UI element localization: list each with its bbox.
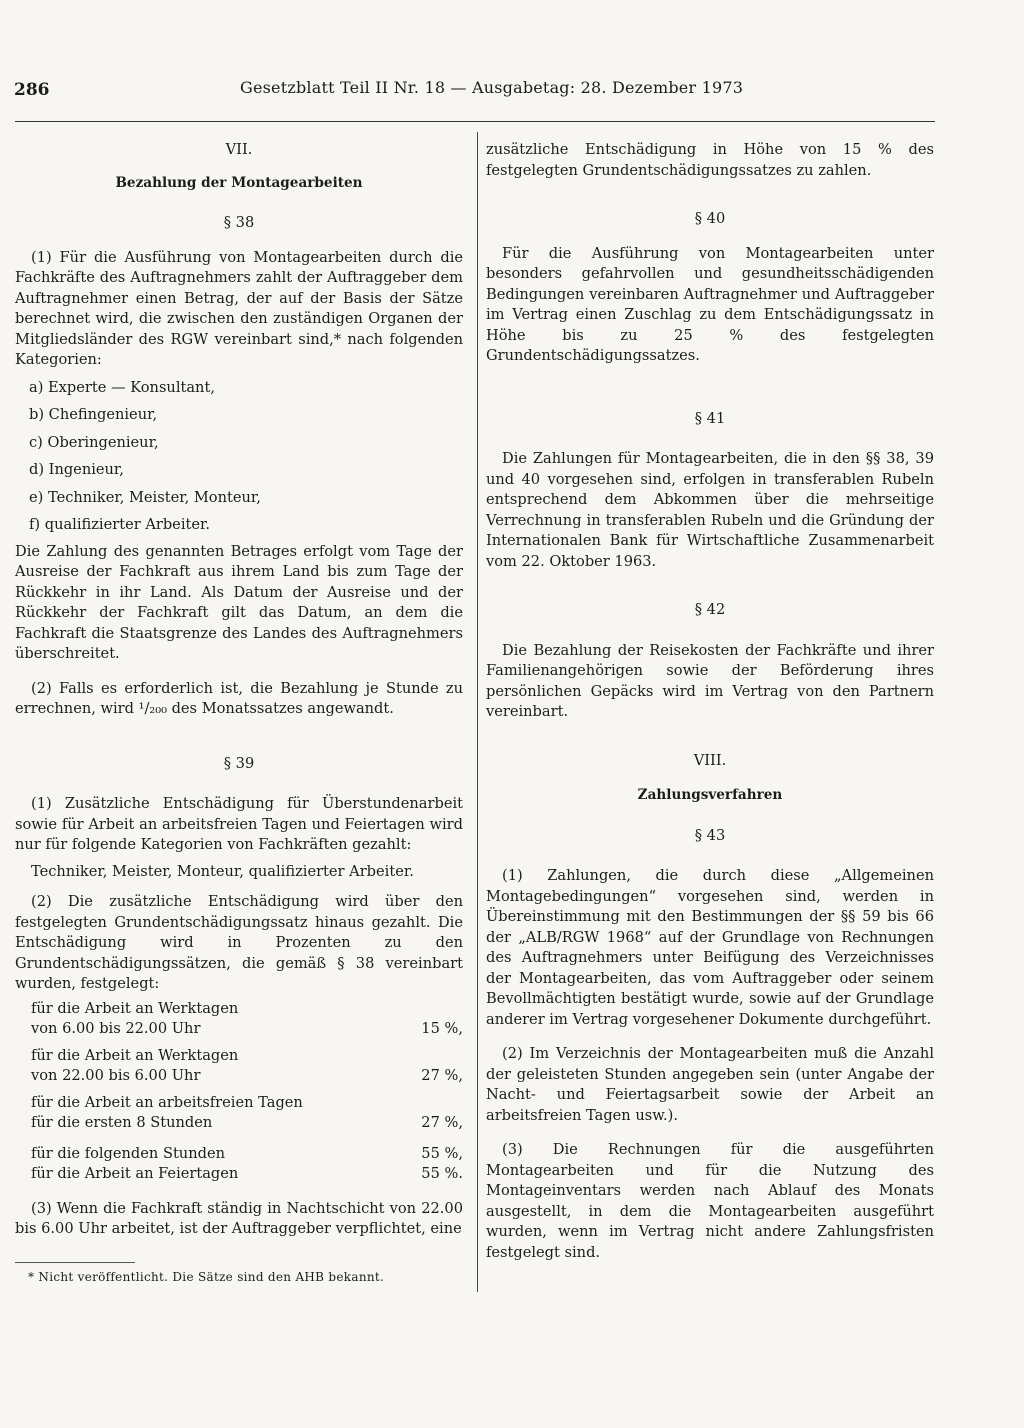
- list-item: d) Ingenieur,: [29, 461, 124, 478]
- rate-label: für die ersten 8 Stunden: [31, 1114, 213, 1131]
- rate-label: von 6.00 bis 22.00 Uhr: [31, 1020, 201, 1037]
- page-header: [12, 78, 962, 102]
- section-title: Bezahlung der Montagearbeiten: [115, 174, 363, 191]
- paragraph-text: (1) Zusätzliche Entschädigung für Überstundenarbeit sowie für Arbeit an arbeitsfreien Tagen und Feiertagen wird nur für folgende Kategorien von Fachkräften gezahlt:: [15, 795, 463, 853]
- paragraph-heading: § 41: [694, 409, 726, 427]
- paragraph-text: Die Zahlung des genannten Betrages erfolgt vom Tage der Ausreise der Fachkraft aus ihrem Land bis zum Tage der Rückkehr in ihr Land. Als Datum der Ausreise und der Rückkehr der Fachkraft gilt das Datum, an dem die Fachkraft die Staatsgrenze des Landes des Auftragnehmers überschreitet.: [15, 542, 463, 662]
- rate-entry: [15, 999, 463, 1040]
- header-title: Gesetzblatt Teil II Nr. 18 — Ausgabetag: 28. Dezember 1973: [240, 78, 744, 97]
- list-item: c) Oberingenieur,: [29, 433, 159, 451]
- paragraph-text: (3) Wenn die Fachkraft ständig in Nachtschicht von 22.00 bis 6.00 Uhr arbeitet, ist der Auftraggeber verpflichtet, eine: [15, 1199, 463, 1237]
- rate-value: 15 %,: [421, 1020, 463, 1037]
- rate-value: 55 %.: [421, 1165, 463, 1182]
- rate-label: für die Arbeit an arbeitsfreien Tagen: [31, 1093, 303, 1111]
- rate-label: von 22.00 bis 6.00 Uhr: [31, 1067, 201, 1084]
- paragraph-text: (1) Für die Ausführung von Montagearbeiten durch die Fachkräfte des Auftragnehmers zahlt der Auftraggeber dem Auftragnehmer einen Betrag, der auf der Basis der Sätze berechnet wird, die zwischen den zuständigen Organen der Mitgliedsländer des RGW vereinbart sind,* nach folgenden Kategorien:: [15, 248, 463, 368]
- paragraph-heading: § 43: [694, 826, 726, 844]
- section-number: VIII.: [693, 751, 727, 769]
- paragraph-heading: § 40: [694, 210, 726, 227]
- rate-table: [15, 999, 463, 1185]
- footnote: * Nicht veröffentlicht. Die Sätze sind den AHB bekannt.: [28, 1270, 385, 1284]
- rate-value: 27 %,: [421, 1114, 463, 1131]
- list-item: e) Techniker, Meister, Monteur,: [29, 488, 261, 506]
- paragraph-heading: § 42: [694, 601, 726, 618]
- rate-entry: [15, 1046, 463, 1087]
- paragraph-heading: § 39: [223, 754, 255, 772]
- paragraph-text: (2) Falls es erforderlich ist, die Bezahlung je Stunde zu errechnen, wird ¹/₂₀₀ des Monatssatzes angewandt.: [15, 679, 463, 717]
- paragraph-text: Die Bezahlung der Reisekosten der Fachkräfte und ihrer Familienangehörigen sowie der Beförderung ihres persönlichen Gepäcks wird im Vertrag von den Partnern vereinbart.: [486, 641, 934, 720]
- rate-value: 27 %,: [421, 1067, 463, 1084]
- paragraph-text: (2) Im Verzeichnis der Montagearbeiten muß die Anzahl der geleisteten Stunden angegeben sein (unter Angabe der Nacht- und Feiertagsarbeit sowie der Arbeit an arbeitsfreien Tagen usw.).: [486, 1045, 934, 1124]
- section-title: Zahlungsverfahren: [637, 787, 783, 803]
- paragraph-text: zusätzliche Entschädigung in Höhe von 15 % des festgelegten Grundentschädigungssatzes zu zahlen.: [486, 141, 934, 179]
- rate-label: für die Arbeit an Werktagen: [31, 999, 239, 1017]
- rate-label: für die Arbeit an Werktagen: [31, 1046, 239, 1064]
- page-number: 286: [14, 80, 50, 100]
- column-divider: [477, 132, 478, 1292]
- rate-entry: [15, 1093, 463, 1134]
- list-item: b) Chefingenieur,: [29, 406, 158, 423]
- paragraph-text: (3) Die Rechnungen für die ausgeführten Montagearbeiten und für die Nutzung des Montageinventars werden nach Ablauf des Monats ausgestellt, in dem die Montagearbeiten ausgeführt wurden, wenn im Vertrag nicht andere Zahlungsfristen festgelegt sind.: [486, 1141, 934, 1261]
- list-item: a) Experte — Konsultant,: [29, 378, 215, 396]
- rate-label: für die Arbeit an Feiertagen: [31, 1165, 239, 1182]
- paragraph-text: (1) Zahlungen, die durch diese „Allgemeinen Montagebedingungen“ vorgesehen sind, werden in Übereinstimmung mit den Bestimmungen der §§ 59 bis 66 der „ALB/RGW 1968“ auf der Grundlage von Rechnungen des Auftragnehmers unter Beifügung des Verzeichnisses der Montagearbeiten, das vom Auftraggeber oder seinem Bevollmächtigten bestätigt wurde, sowie auf der Grundlage anderer im Vertrag vorgesehener Dokumente durchgeführt.: [486, 867, 934, 1028]
- header-rule: [15, 121, 935, 122]
- paragraph-heading: § 38: [223, 214, 255, 231]
- footnote-rule: [15, 1262, 135, 1263]
- section-number: VII.: [225, 141, 253, 158]
- left-column: [15, 140, 463, 1240]
- list-item: f) qualifizierter Arbeiter.: [29, 516, 211, 533]
- rate-entry: [15, 1164, 463, 1185]
- paragraph-text: Für die Ausführung von Montagearbeiten unter besonders gefahrvollen und gesundheitsschädigenden Bedingungen vereinbaren Auftragnehmer und Auftraggeber im Vertrag einen Zuschlag zu dem Entschädigungssatz in Höhe bis zu 25 % des festgelegten Grundentschädigungssatzes.: [486, 244, 934, 364]
- paragraph-text: Techniker, Meister, Monteur, qualifizierter Arbeiter.: [31, 862, 414, 880]
- rate-value: 55 %,: [421, 1144, 463, 1162]
- rate-label: für die folgenden Stunden: [31, 1144, 225, 1162]
- paragraph-text: (2) Die zusätzliche Entschädigung wird über den festgelegten Grundentschädigungssatz hinaus gezahlt. Die Entschädigung wird in Prozenten zu den Grundentschädigungssätzen, die gemäß § 38 vereinbart wurden, festgelegt:: [15, 893, 463, 992]
- right-column: [486, 140, 934, 1263]
- paragraph-text: Die Zahlungen für Montagearbeiten, die in den §§ 38, 39 und 40 vorgesehen sind, erfolgen in transferablen Rubeln entsprechend dem Abkommen über die mehrseitige Verrechnung in transferablen Rubeln und die Gründung der Internationalen Bank für Wirtschaftliche Zusammenarbeit vom 22. Oktober 1963.: [486, 450, 934, 570]
- rate-entry: [15, 1144, 463, 1165]
